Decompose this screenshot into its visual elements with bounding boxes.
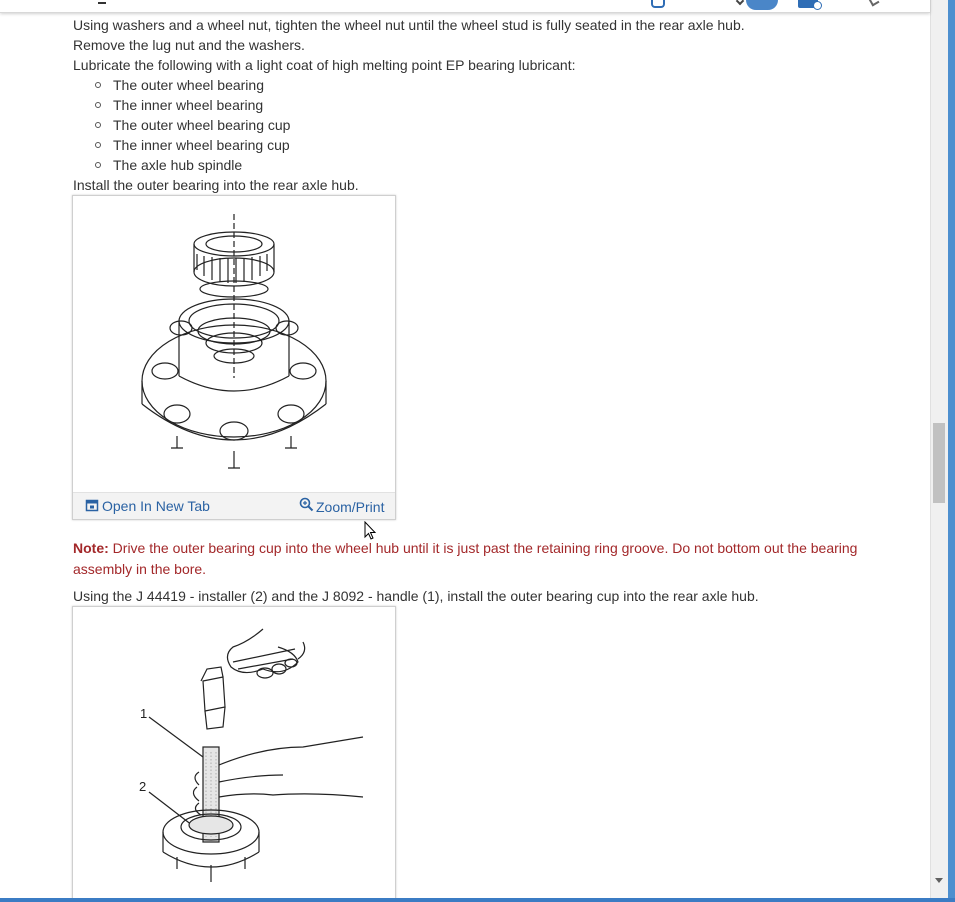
bullet-icon	[95, 162, 101, 168]
figure-outer-bearing	[72, 195, 396, 520]
list-item-text: The outer wheel bearing	[113, 77, 264, 93]
open-new-tab-icon	[85, 499, 99, 513]
list-item	[113, 95, 263, 115]
callout-label-1: 1	[140, 706, 148, 721]
list-item	[113, 155, 242, 175]
list-item	[113, 115, 290, 135]
add-calendar-icon[interactable]	[798, 0, 818, 8]
step-text: Remove the lug nut and the washers.	[73, 37, 305, 53]
note-label: Note:	[73, 540, 109, 556]
back-arrow-icon[interactable]	[869, 0, 880, 6]
figure-toolbar	[73, 492, 395, 519]
avatar[interactable]	[746, 0, 778, 10]
figure-install-bearing-cup	[72, 606, 396, 898]
bullet-icon	[95, 122, 101, 128]
open-in-new-tab-label: Open In New Tab	[102, 498, 210, 514]
callout-label-2: 2	[139, 779, 147, 794]
step-text: Using washers and a wheel nut, tighten the wheel nut until the wheel stud is fully seated in the rear axle hub.	[73, 17, 745, 33]
note-callout	[73, 538, 893, 580]
hub-bearing-illustration[interactable]	[73, 196, 395, 492]
zoom-print-link[interactable]	[299, 497, 384, 515]
list-item	[113, 135, 290, 155]
zoom-in-icon	[299, 497, 314, 512]
vertical-scrollbar[interactable]	[930, 0, 948, 898]
step-text: Install the outer bearing into the rear axle hub.	[73, 177, 359, 193]
step-text: Using the J 44419 - installer (2) and the J 8092 - handle (1), install the outer bearing cup into the rear axle hub.	[73, 588, 759, 604]
installer-tool-illustration[interactable]	[73, 607, 395, 897]
scrollbar-thumb[interactable]	[933, 423, 945, 503]
list-item-text: The outer wheel bearing cup	[113, 117, 291, 133]
list-item	[113, 75, 264, 95]
toolbar-text-fragment	[98, 0, 106, 4]
bullet-icon	[95, 102, 101, 108]
window-edge	[948, 0, 955, 898]
list-item-text: The inner wheel bearing cup	[113, 137, 290, 153]
chat-icon[interactable]	[651, 0, 665, 8]
taskbar-edge	[0, 898, 955, 902]
zoom-print-label: Zoom/Print	[316, 499, 385, 515]
open-in-new-tab-link[interactable]	[85, 497, 210, 515]
list-item-text: The inner wheel bearing	[113, 97, 264, 113]
scroll-down-arrow-icon[interactable]	[935, 878, 943, 883]
bullet-icon	[95, 82, 101, 88]
list-item-text: The axle hub spindle	[113, 157, 243, 173]
bullet-icon	[95, 142, 101, 148]
chevron-down-icon[interactable]	[736, 0, 744, 5]
step-text: Lubricate the following with a light coat of high melting point EP bearing lubricant:	[73, 57, 576, 73]
note-text: Drive the outer bearing cup into the wheel hub until it is just past the retaining ring groove. Do not bottom out the bearing assembly in the bore.	[73, 540, 858, 577]
top-toolbar	[0, 0, 930, 13]
